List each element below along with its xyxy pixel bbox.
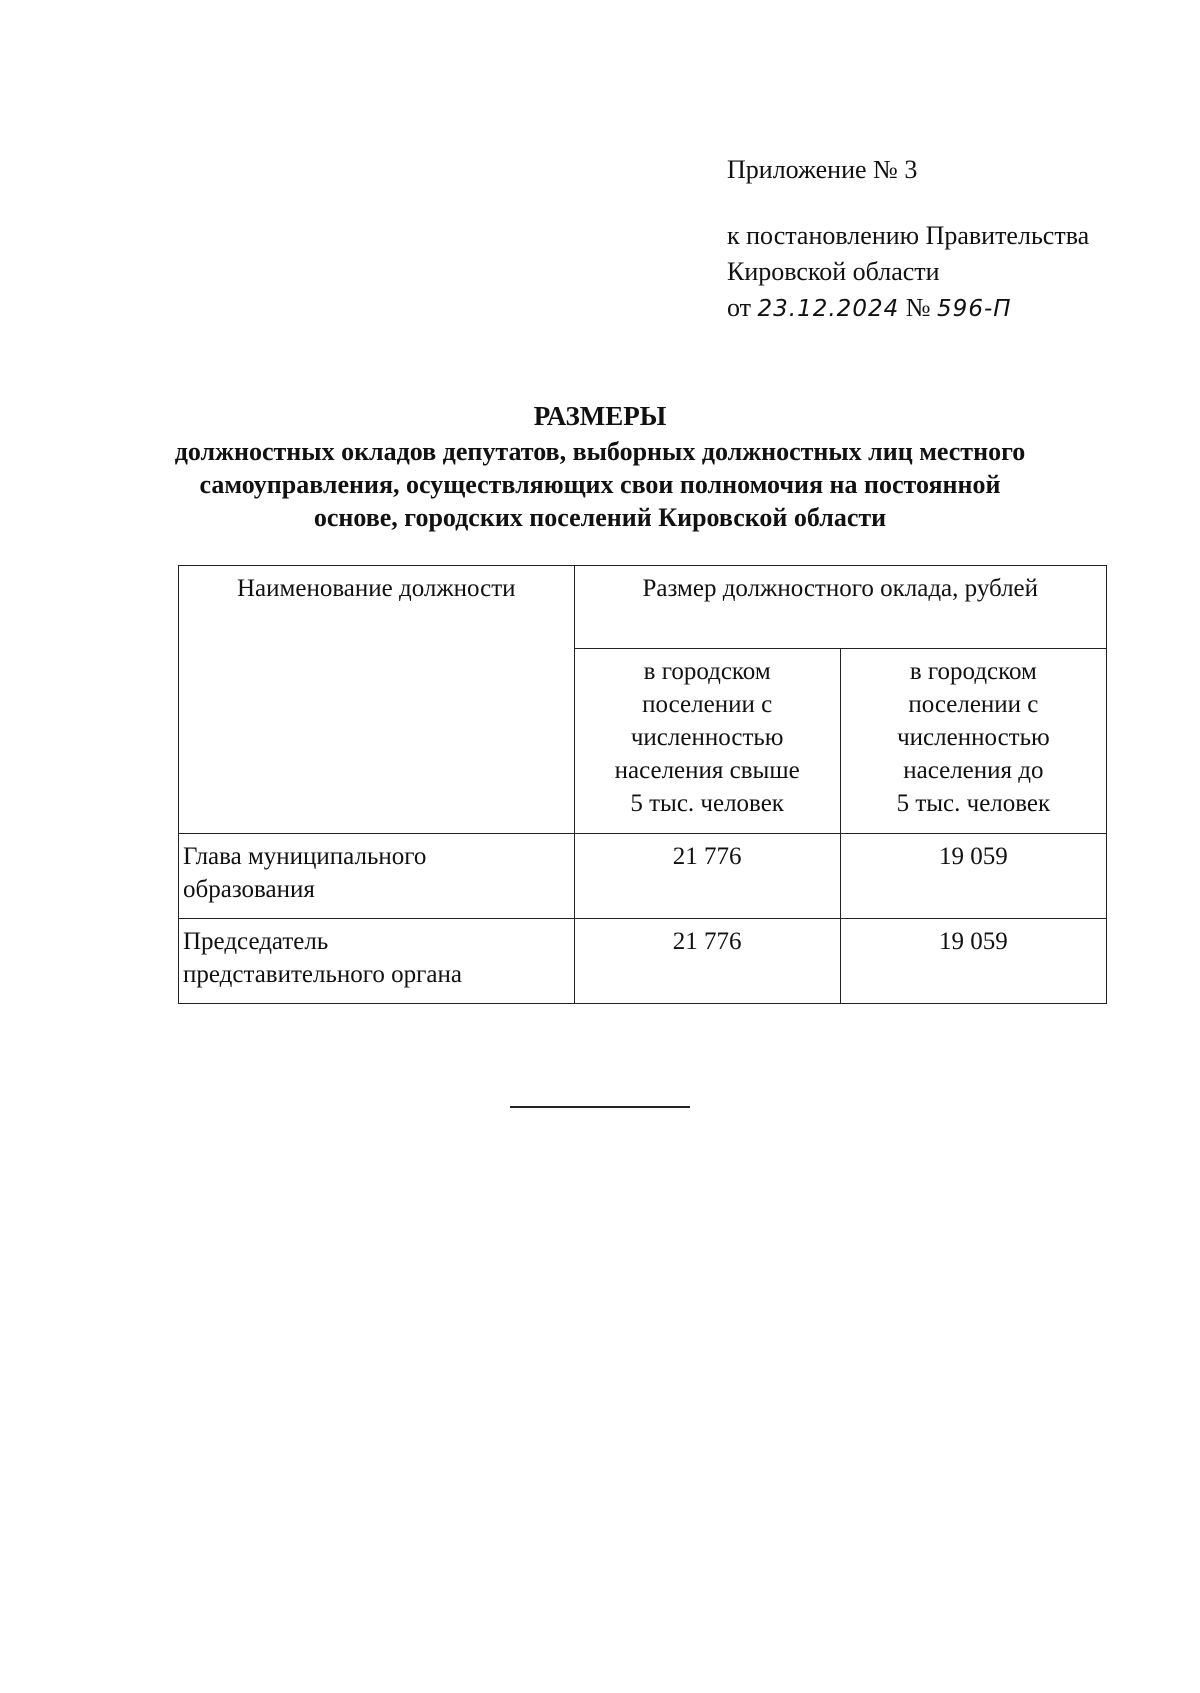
document-title — [150, 400, 1050, 534]
subheader-under-line: поселении с — [908, 691, 1039, 718]
subheader-over-line: в городском — [643, 658, 771, 685]
subheader-over-line: населения свыше — [614, 757, 800, 784]
annex-date-line — [727, 290, 1089, 327]
subheader-under-line: 5 тыс. человек — [896, 790, 1051, 817]
table-row — [179, 834, 1107, 919]
subheader-under-line: населения до — [903, 757, 1044, 784]
salary-under-cell: 19 059 — [840, 919, 1106, 1004]
title-line-3: основе, городских поселений Кировской области — [313, 503, 887, 532]
annex-line-1: к постановлению Правительства — [727, 221, 1090, 250]
header-salary: Размер должностного оклада, рублей — [574, 566, 1106, 649]
salary-table — [178, 565, 1107, 1004]
title-line-2: самоуправления, осуществляющих свои полномочия на постоянной — [199, 470, 1001, 499]
title-heading: РАЗМЕРЫ — [533, 401, 667, 431]
subheader-over-5k — [574, 649, 840, 834]
subheader-over-line: численностью — [630, 724, 784, 751]
table-row — [179, 919, 1107, 1004]
number-prefix: № — [905, 293, 931, 322]
subheader-under-line: в городском — [909, 658, 1037, 685]
position-line: Председатель — [183, 928, 329, 955]
salary-over-cell: 21 776 — [574, 834, 840, 919]
position-line: образования — [183, 876, 315, 903]
handwritten-date: 23.12.2024 — [757, 296, 900, 322]
subheader-under-5k — [840, 649, 1106, 834]
subheader-under-line: численностью — [897, 724, 1050, 751]
handwritten-number: 596-П — [937, 296, 1012, 322]
annex-header — [727, 152, 1089, 327]
salary-over-cell: 21 776 — [574, 919, 840, 1004]
subheader-over-line: поселении с — [642, 691, 773, 718]
annex-number: Приложение № 3 — [727, 155, 918, 184]
date-prefix: от — [727, 293, 752, 322]
position-cell — [179, 834, 575, 919]
subheader-over-line: 5 тыс. человек — [630, 790, 784, 817]
position-cell — [179, 919, 575, 1004]
closing-divider — [510, 1106, 690, 1108]
position-line: Глава муниципального — [183, 843, 427, 870]
table-header-row — [179, 566, 1107, 649]
salary-under-cell: 19 059 — [840, 834, 1106, 919]
title-line-1: должностных окладов депутатов, выборных должностных лиц местного — [174, 437, 1026, 466]
header-position: Наименование должности — [179, 566, 575, 834]
annex-line-2: Кировской области — [727, 257, 940, 286]
position-line: представительного органа — [183, 961, 462, 988]
